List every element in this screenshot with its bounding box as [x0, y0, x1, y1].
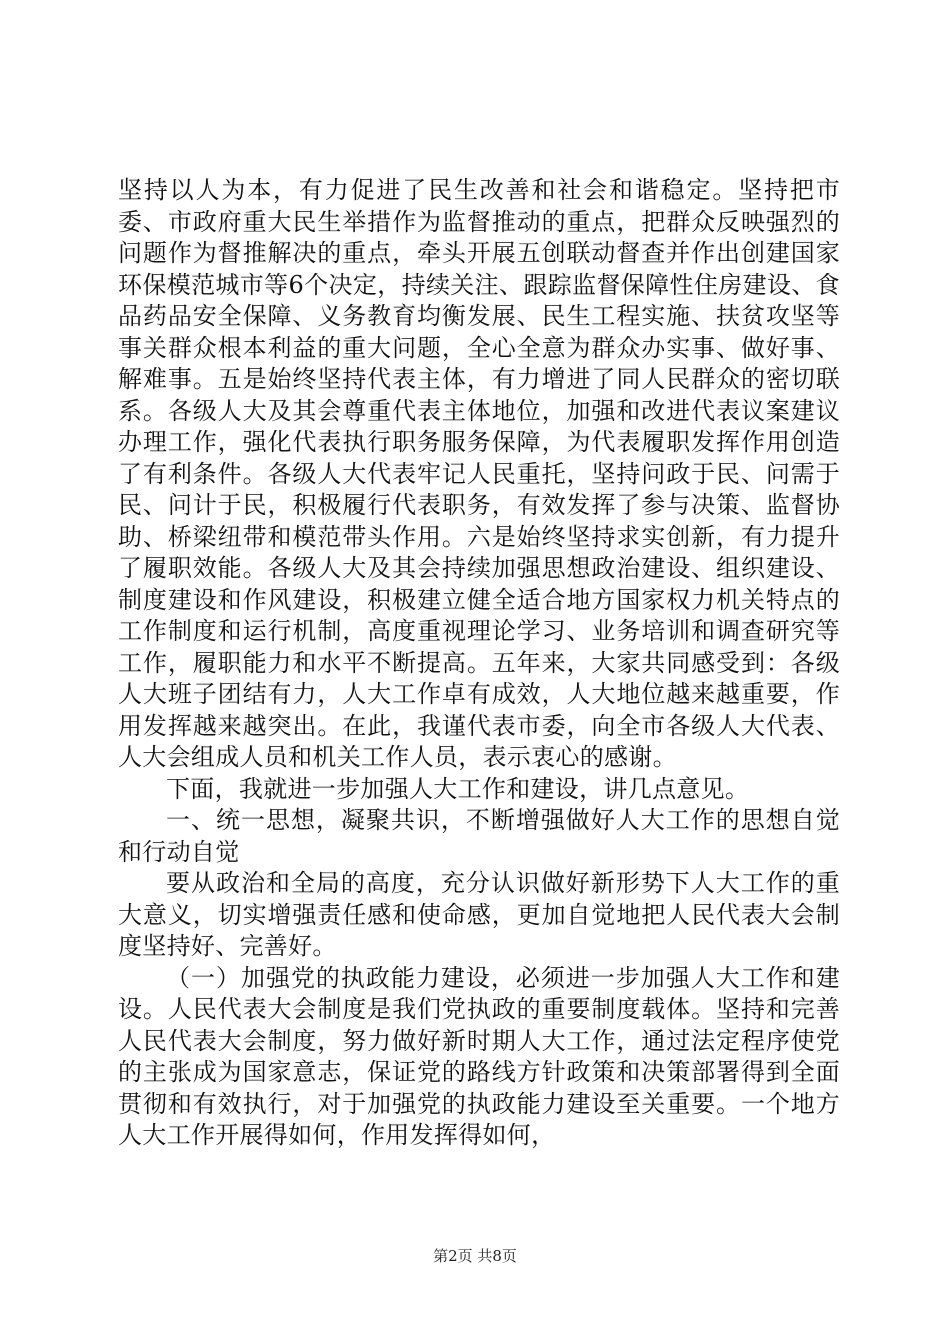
paragraph-continuation: 坚持以人为本，有力促进了民生改善和社会和谐稳定。坚持把市委、市政府重大民生举措作为监督推动的重点，把群众反映强烈的问题作为督推解决的重点，牵头开展五创联动督查并作出创建国家环保模范城市等6个决定，持续关注、跟踪监督保障性住房建设、食品药品安全保障、义务教育均衡发展、民生工程实施、扶贫攻坚等事关群众根本利益的重大问题，全心全意为群众办实事、做好事、解难事。五是始终坚持代表主体，有力增进了同人民群众的密切联系。各级人大及其会尊重代表主体地位，加强和改进代表议案建议办理工作，强化代表执行职务服务保障，为代表履职发挥作用创造了有利条件。各级人大代表牢记人民重托，坚持问政于民、问需于民、问计于民，积极履行代表职务，有效发挥了参与决策、监督协助、桥梁纽带和模范带头作用。六是始终坚持求实创新，有力提升了履职效能。各级人大及其会持续加强思想政治建设、组织建设、制度建设和作风建设，积极建立健全适合地方国家权力机关特点的工作制度和运行机制，高度重视理论学习、业务培训和调查研究等工作，履职能力和水平不断提高。五年来，大家共同感受到：各级人大班子团结有力，人大工作卓有成效，人大地位越来越重要，作用发挥越来越突出。在此，我谨代表市委，向全市各级人大代表、人大会组成人员和机关工作人员，表示衷心的感谢。 [118, 176, 840, 771]
document-body [118, 175, 840, 1152]
section-heading-1: 一、统一思想，凝聚共识，不断增强做好人大工作的思想自觉和行动自觉 [118, 806, 840, 866]
paragraph-subsection-1: （一）加强党的执政能力建设，必须进一步加强人大工作和建设。人民代表大会制度是我们党执政的重要制度载体。坚持和完善人民代表大会制度，努力做好新时期人大工作，通过法定程序使党的主张成为国家意志，保证党的路线方针政策和决策部署得到全面贯彻和有效执行，对于加强党的执政能力建设至关重要。一个地方人大工作开展得如何，作用发挥得如何， [118, 963, 840, 1149]
paragraph-section-1: 要从政治和全局的高度，充分认识做好新形势下人大工作的重大意义，切实增强责任感和使命感，更加自觉地把人民代表大会制度坚持好、完善好。 [118, 869, 840, 960]
page-footer: 第2页 共8页 [433, 1247, 517, 1265]
paragraph-intro: 下面，我就进一步加强人大工作和建设，讲几点意见。 [166, 774, 750, 803]
